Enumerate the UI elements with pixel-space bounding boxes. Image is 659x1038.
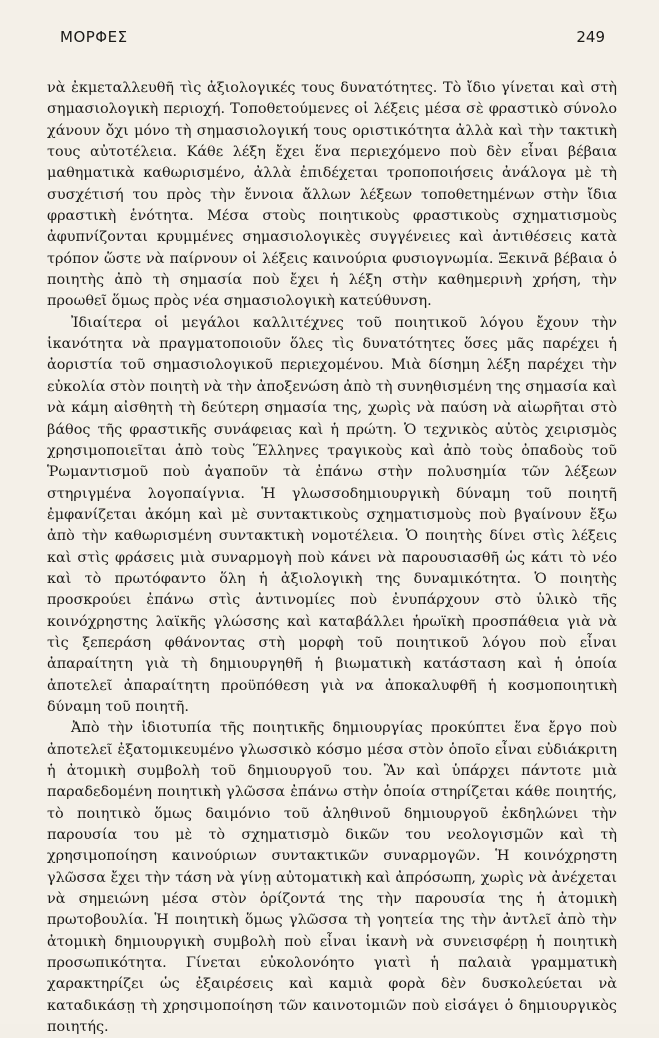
page-number: 249 — [576, 28, 605, 46]
body-text — [47, 78, 617, 1038]
paragraph-3: Ἀπὸ τὴν ἰδιοτυπία τῆς ποιητικῆς δημιουργίας προκύπτει ἕνα ἔργο ποὺ ἀποτελεῖ ἐξατομικευμένο γλωσσικὸ κόσμο μέσα στὸν ὁποῖο εἶναι εὐδιάκριτη ἡ ἀτομικὴ συμβολὴ τοῦ δημιουργοῦ του. Ἂν καὶ ὑπάρχει πάντοτε μιὰ παραδεδομένη ποιητικὴ γλῶσσα ἐπάνω στὴν ὁποία στηρίζεται κάθε ποιητής, τὸ ποιητικὸ ὅμως δαιμόνιο τοῦ ἀληθινοῦ δημιουργοῦ ἐκδηλώνει τὴν παρουσία του μὲ τὸ σχηματισμὸ δικῶν του νεολογισμῶν καὶ τὴ χρησιμοποίηση καινούριων συντακτικῶν συναρμογῶν. Ἡ κοινόχρηστη γλῶσσα ἔχει τὴν τάση νὰ γίνῃ αὐτοματικὴ καὶ ἀπρόσωπη, χωρὶς νὰ ἀνέχεται νὰ σημειώνη μέσα στὸν ὁρίζοντά της τὴν παρουσία της ἡ ἀτομικὴ πρωτοβουλία. Ἡ ποιητικὴ ὅμως γλῶσσα τὴ γοητεία της τὴν ἀντλεῖ ἀπὸ τὴν ἀτομικὴ δημιουργικὴ συμβολὴ ποὺ εἶναι ἱκανὴ νὰ συνεισφέρῃ ἡ ποιητικὴ προσωπικότητα. Γίνεται εὐκολονόητο γιατὶ ἡ παλαιὰ γραμματικὴ χαρακτηρίζει ὡς ἐξαιρέσεις καὶ καμιὰ φορὰ δὲν δυσκολεύεται νὰ καταδικάσῃ τὴ χρησιμοποίηση τῶν καινοτομιῶν ποὺ εἰσάγει ὁ δημιουργικὸς ποιητής. — [47, 720, 617, 1036]
running-head — [60, 28, 605, 52]
running-title: ΜΟΡΦΕΣ — [60, 28, 128, 46]
paragraph-2: Ἰδιαίτερα οἱ μεγάλοι καλλιτέχνες τοῦ ποιητικοῦ λόγου ἔχουν τὴν ἱκανότητα νὰ πραγματοποιοῦν ὅλες τὶς δυνατότητες ὅσες μᾶς παρέχει ἡ ἀοριστία τοῦ σημασιολογικοῦ περιεχομένου. Μιὰ δίσημη λέξη παρέχει τὴν εὐκολία στὸν ποιητὴ νὰ τὴν ἀποξενώση ἀπὸ τὴ συνηθισμένη της σημασία καὶ νὰ κάμη αἰσθητὴ τὴ δεύτερη σημασία της, χωρὶς νὰ παύση νὰ αἰωρῆται στὸ βάθος τῆς φραστικῆς συνάφειας καὶ ἡ πρώτη. Ὁ τεχνικὸς αὐτὸς χειρισμὸς χρησιμοποιεῖται ἀπὸ τοὺς Ἕλληνες τραγικοὺς καὶ ἀπὸ τοὺς ὀπαδοὺς τοῦ Ῥωμαντισμοῦ ποὺ ἀγαποῦν τὰ ἐπάνω στὴν πολυσημία τῶν λέξεων στηριγμένα λογοπαίγνια. Ἡ γλωσσοδημιουργικὴ δύναμη τοῦ ποιητῆ ἐμφανίζεται ἀκόμη καὶ μὲ συντακτικοὺς σχηματισμοὺς ποὺ βγαίνουν ἔξω ἀπὸ τὴν καθωρισμένη συντακτικὴ νομοτέλεια. Ὁ ποιητὴς δίνει στὶς λέξεις καὶ στὶς φράσεις μιὰ συναρμογὴ ποὺ κάνει νὰ παρουσιασθῆ ὡς κάτι τὸ νέο καὶ τὸ πρωτόφαντο ὅλη ἡ ἀξιολογικὴ της δυναμικότητα. Ὁ ποιητὴς προσκρούει ἐπάνω στὶς ἀντινομίες ποὺ ἐνυπάρχουν στὸ ὑλικὸ τῆς κοινόχρηστης λαϊκῆς γλώσσης καὶ καταβάλλει ἡρωϊκὴ προσπάθεια γιὰ νὰ τὶς ξεπεράση φθάνοντας στὴ μορφὴ τοῦ ποιητικοῦ λόγου ποὺ εἶναι ἀπαραίτητη γιὰ τὴ δημιουργηθῆ ἡ βιωματικὴ κατάσταση καὶ ἡ ὁποία ἀποτελεῖ ἀπαραίτητη προϋπόθεση γιὰ να ἀποκαλυφθῆ ἡ κοσμοποιητικὴ δύναμη τοῦ ποιητῆ. — [47, 314, 617, 715]
paragraph-1: νὰ ἐκμεταλλευθῆ τὶς ἀξιολογικές τους δυνατότητες. Τὸ ἴδιο γίνεται καὶ στὴ σημασιολογικὴ περιοχή. Τοποθετούμενες οἱ λέξεις μέσα σὲ φραστικὸ σύνολο χάνουν ὄχι μόνο τὴ σημασιολογική τους οριστικότητα ἀλλὰ καὶ τὴν τακτικὴ τους αὐτοτέλεια. Κάθε λέξη ἔχει ἕνα περιεχόμενο ποὺ δὲν εἶναι βέβαια μαθηματικὰ καθωρισμένο, ἀλλὰ ἐπιδέχεται τροποποιήσεις ἀνάλογα μὲ τὴ συσχέτισή του πρὸς τὴν ἔννοια ἄλλων λέξεων τοποθετημένων στὴν ἴδια φραστικὴ ἑνότητα. Μέσα στοὺς ποιητικοὺς φραστικοὺς σχηματισμοὺς ἀφυπνίζονται κρυμμένες σημασιολογικὲς συγγένειες καὶ ἀντιθέσεις κατὰ τρόπον ὥστε νὰ παίρνουν οἱ λέξεις καινούρια φυσιογνωμία. Ξεκινᾶ βέβαια ὁ ποιητὴς ἀπὸ τὴ σημασία ποὺ ἔχει ἡ λέξη στὴν καθημερινὴ χρήση, τὴν προωθεῖ ὅμως πρὸς νέα σημασιολογικὴ κατεύθυνση. — [47, 80, 617, 310]
